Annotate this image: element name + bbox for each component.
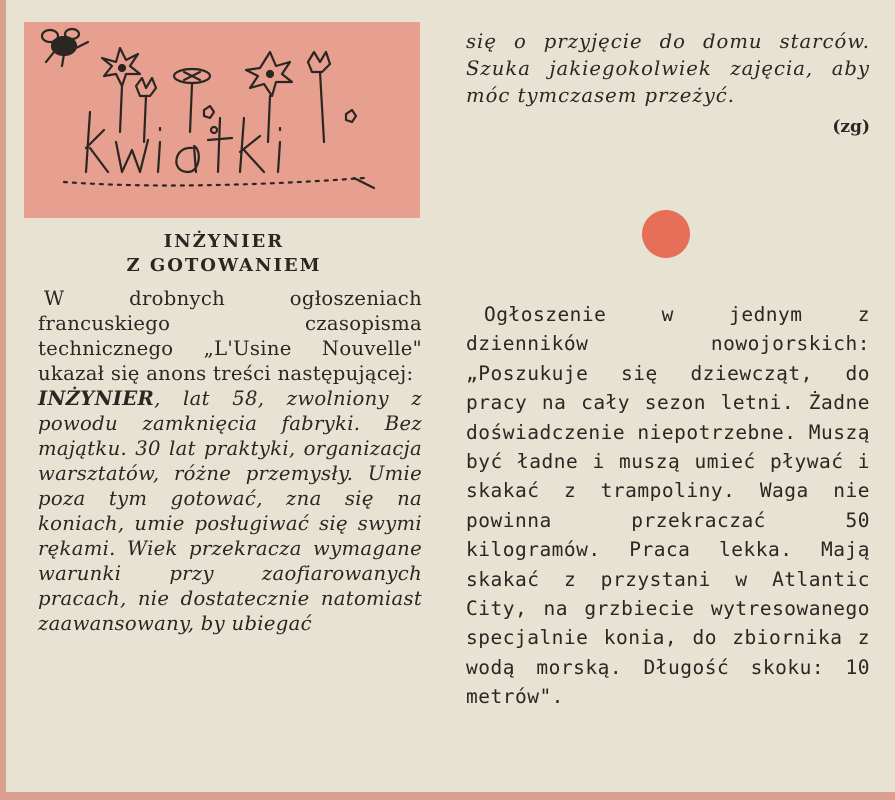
article-headline — [38, 230, 410, 278]
headline-line-2: Z GOTOWANIEM — [126, 255, 322, 276]
article-ad-quote — [38, 386, 422, 636]
article-left-continuation — [466, 28, 870, 137]
headline-line-1: INŻYNIER — [163, 231, 285, 252]
ad-first-word: INŻYNIER — [38, 387, 155, 410]
article-right — [466, 300, 870, 712]
author-signature: (zg) — [832, 117, 870, 137]
article-right-text: Ogłoszenie w jednym z dzienników nowojorskich: „Poszukuje się dziewcząt, do pracy na cały sezon letni. Żadne doświadczenie niepotrzebne. Muszą być ładne i muszą umieć pływać i skakać z trampoliny. Waga nie powinna przekraczać 50 kilogramów. Praca lekka. Mają skakać z przystani w Atlantic City, na grzbiecie wytresowanego specjalnie konia, do zbiornika z wodą morską. Długość skoku: 10 metrów". — [466, 303, 870, 709]
page-edge-left — [0, 0, 6, 800]
article-lead: W drobnych ogłoszeniach francuskiego czasopisma technicznego „L'Usine Nouvelle" ukazał się anons treści następującej: — [38, 287, 422, 385]
section-divider-dot — [642, 210, 690, 258]
page-edge-bottom — [0, 792, 895, 800]
continuation-text: się o przyjęcie do domu starców. Szuka jakiegokolwiek zajęcia, aby móc tymczasem przeżyć. — [466, 30, 870, 107]
section-header — [24, 22, 420, 218]
article-left — [38, 230, 422, 636]
ad-text: , lat 58, zwolniony z powodu zamknięcia fabryki. Bez majątku. 30 lat praktyki, organizacja warsztatów, różne przemysły. Umie poza tym gotować, zna się na koniach, umie posługiwać się swymi rękami. Wiek przekracza wymagane warunki przy zaofiarowanych pracach, nie dostatecznie natomiast zaawansowany, by ubiegać — [38, 387, 422, 635]
